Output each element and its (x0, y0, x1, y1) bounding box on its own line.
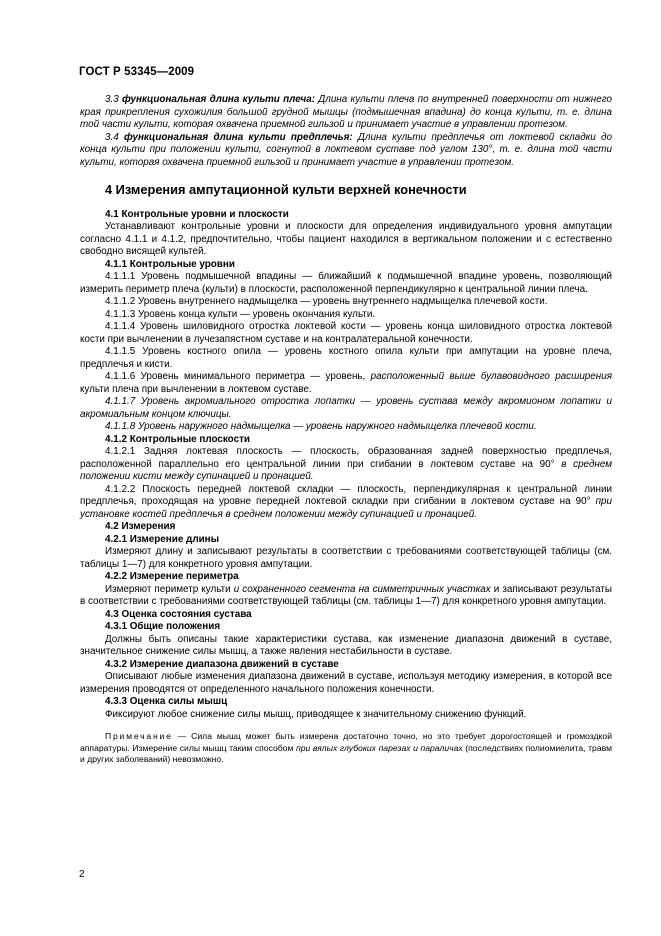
clause-text: и записывают результаты в соответствии с требованиями соответствующей таблицы (см. таблицы 1—7) для конкретного уровня ампутации. (80, 583, 613, 607)
paragraph: Устанавливают контрольные уровни и плоскости для определения индивидуального уровня ампутации согласно 4.1.1 и 4.1.2, предпочтительно, чтобы пациент находился в вертикальном положении и с естественно свободно висящей культей. (80, 221, 612, 257)
definition-3-4 (80, 132, 612, 170)
definition-text: Длина культи предплечья от локтевой складки до конца культи при положении культи, согнутой в локтевом суставе под углом 130°, т. е. длина той части культи, которая охвачена приемной гильзой и принимает участие в управлении протезом. (80, 131, 612, 168)
paragraph: Описывают любые изменения диапазона движений в суставе, используя методику измерения, в которой все измерения проводятся от определенного начального положения конечности. (80, 671, 612, 695)
clause-4-1-1-6 (80, 371, 612, 396)
subsection-4-1-heading: 4.1 Контрольные уровни и плоскости (105, 208, 289, 220)
note (80, 731, 612, 766)
subsection-4-3-3-heading: 4.3.3 Оценка силы мышц (105, 696, 228, 707)
paragraph (80, 584, 612, 609)
note-label: Примечание (105, 731, 173, 741)
subsection-4-2-2-heading: 4.2.2 Измерение периметра (105, 571, 239, 582)
subsection-4-3-1-heading: 4.3.1 Общие положения (105, 621, 221, 632)
clause-text: 4.1.2.2 Плоскость передней локтевой складки — плоскость, перпендикулярная к центральной линии предплечья, проходящая на уровне передней локтевой складки при сгибании в локтевом суставе на 90° (80, 483, 612, 507)
clause-text: Измеряют периметр культи (105, 583, 234, 595)
clause-4-1-1-5: 4.1.1.5 Уровень костного опила — уровень костного опила культи при ампутации на уровне плеча, предплечья и кисти. (80, 346, 612, 370)
definition-term: функциональная длина культи предплечья: (123, 131, 353, 143)
subsection-4-1-1-heading: 4.1.1 Контрольные уровни (105, 258, 235, 270)
definition-number: 3.4 (105, 131, 119, 143)
definition-number: 3.3 (105, 94, 119, 105)
page-number: 2 (79, 869, 85, 880)
clause-4-1-1-4: 4.1.1.4 Уровень шиловидного отростка локтевой кости — уровень конца шиловидного отростка локтевой кости при вычленении в лучезапястном суставе и на контралатеральной конечности. (80, 321, 612, 345)
paragraph: Фиксируют любое снижение силы мышц, приводящее к значительному снижению функций. (105, 708, 527, 720)
clause-italic-text: и сохраненного сегмента на симметричных участках (233, 583, 491, 595)
clause-italic-text: в среднем положении кисти между супинацией и пронацией. (80, 458, 612, 482)
clause-4-1-1-8: 4.1.1.8 Уровень наружного надмыщелка — уровень наружного надмыщелка плечевой кости. (105, 421, 537, 432)
paragraph: Измеряют длину и записывают результаты в соответствии с требованиями соответствующей таблицы (см. таблицы 1—7) для конкретного уровня ампутации. (80, 546, 612, 570)
note-italic-text: при вялых глубоких парезах и параличах (295, 742, 463, 753)
paragraph: Должны быть описаны такие характеристики сустава, как изменение диапазона движений в суставе, значительное снижение силы мышц, а также явления нестабильности в суставе. (80, 633, 612, 657)
subsection-4-3-heading: 4.3 Оценка состояния сустава (105, 608, 252, 620)
subsection-4-2-heading: 4.2 Измерения (105, 521, 176, 532)
standard-header: ГОСТ Р 53345—2009 (79, 66, 195, 78)
clause-4-1-1-7: 4.1.1.7 Уровень акромиального отростка лопатки — уровень сустава между акромионом лопатки и акромиальным концом ключицы. (80, 396, 612, 420)
clause-italic-text: при установке костей предплечья в среднем положении между супинацией и пронацией. (80, 496, 612, 520)
clause-4-1-1-3: 4.1.1.3 Уровень конца культи — уровень окончания культи. (105, 308, 376, 320)
clause-text: 4.1.1.6 Уровень минимального периметра — уровень, (105, 371, 371, 382)
clause-text: культи плеча при вычленении в локтевом суставе. (80, 383, 312, 395)
note-text: (последствиях полиомиелита, травм и других заболеваний) невозможно. (80, 742, 612, 764)
document-body (80, 94, 612, 766)
definition-3-3 (80, 94, 612, 132)
subsection-4-3-2-heading: 4.3.2 Измерение диапазона движений в суставе (105, 658, 339, 670)
clause-4-1-1-2: 4.1.1.2 Уровень внутреннего надмыщелка — уровень внутреннего надмыщелка плечевой кости. (105, 296, 548, 307)
definition-term: функциональная длина культи плеча: (122, 94, 315, 105)
clause-4-1-2-2 (80, 484, 612, 522)
clause-text: 4.1.2.1 Задняя локтевая плоскость — плоскость, образованная задней поверхностью предплечья, расположенной параллельно его центральной линии при сгибании в локтевом суставе на 90° (80, 446, 612, 470)
note-text: — Сила мышц может быть измерена достаточно точно, но это требует дорогостоящей и громоздкой аппаратуры. Измерение силы мышц таким способом (80, 731, 612, 753)
section-4-heading: 4 Измерения ампутационной культи верхней конечности (105, 182, 467, 197)
definition-text: Длина культи плеча по внутренней поверхности от нижнего края прикрепления сухожилия большой грудной мышцы (подмышечная впадина) до конца культи, т. е. длина той части культи, которая охвачена приемной гильзой и принимает участие в управлении протезом. (80, 94, 612, 130)
clause-4-1-1-1: 4.1.1.1 Уровень подмышечной впадины — ближайший к подмышечной впадине уровень, позволяющий измерить периметр плеча (культи) в плоскости, расположенной перпендикулярно к центральной линии плеча. (80, 271, 612, 295)
clause-4-1-2-1 (80, 446, 612, 484)
subsection-4-1-2-heading: 4.1.2 Контрольные плоскости (105, 433, 250, 445)
spacer (80, 721, 612, 727)
subsection-4-2-1-heading: 4.2.1 Измерение длины (105, 533, 220, 545)
clause-italic-text: расположенный выше булавовидного расширения (370, 371, 612, 382)
